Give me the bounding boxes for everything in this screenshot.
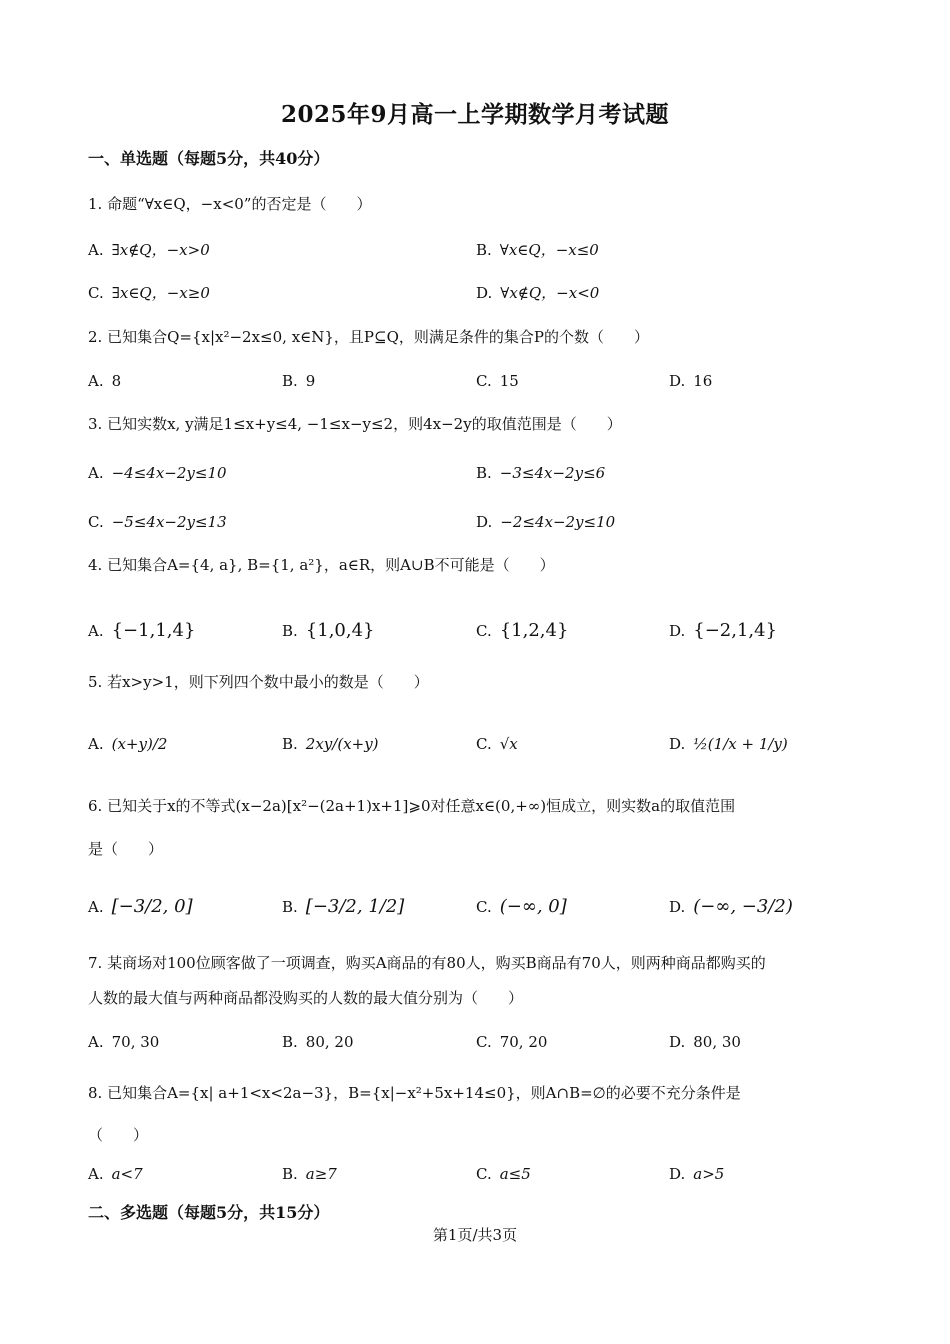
- question-8-option-c: C. a≤5: [476, 1165, 531, 1183]
- question-8-stem: 8. 已知集合A={x| a+1<x<2a−3}，B={x|−x²+5x+14≤0}，则A∩B=∅的必要不充分条件是: [88, 1084, 741, 1102]
- question-2-option-b: B. 9: [282, 372, 316, 390]
- question-6-option-d: D. (−∞, −3/2): [669, 896, 793, 917]
- question-1-option-c: C. ∃x∈Q，−x≥0: [88, 284, 210, 302]
- question-5-option-a: A. (x+y)/2: [88, 735, 168, 753]
- question-1-option-a: A. ∃x∉Q，−x>0: [88, 241, 210, 259]
- section-heading-single-choice: 一、单选题（每题5分，共40分）: [88, 149, 330, 168]
- question-1-option-b: B. ∀x∈Q，−x≤0: [476, 241, 599, 259]
- question-7-stem: 7. 某商场对100位顾客做了一项调查，购买A商品的有80人，购买B商品有70人，则两种商品都购买的: [88, 954, 766, 972]
- question-4-option-c: C. {1,2,4}: [476, 620, 569, 641]
- question-4-option-d: D. {−2,1,4}: [669, 620, 778, 641]
- question-7-option-d: D. 80, 30: [669, 1033, 741, 1051]
- question-7-option-b: B. 80, 20: [282, 1033, 354, 1051]
- question-7-stem-continued: 人数的最大值与两种商品都没购买的人数的最大值分别为（ ）: [88, 989, 524, 1007]
- question-6-option-c: C. (−∞, 0]: [476, 896, 567, 917]
- question-6-option-a: A. [−3/2, 0]: [88, 896, 193, 917]
- question-2-option-a: A. 8: [88, 372, 122, 390]
- question-3-stem: 3. 已知实数x, y满足1≤x+y≤4, −1≤x−y≤2，则4x−2y的取值范围是（ ）: [88, 415, 622, 433]
- question-1-option-d: D. ∀x∉Q，−x<0: [476, 284, 600, 302]
- question-4-option-a: A. {−1,1,4}: [88, 620, 196, 641]
- page-footer: 第1页/共3页: [432, 1226, 518, 1244]
- question-3-option-d: D. −2≤4x−2y≤10: [476, 513, 616, 531]
- question-3-option-a: A. −4≤4x−2y≤10: [88, 464, 227, 482]
- question-1-stem: 1. 命题“∀x∈Q，−x<0”的否定是（ ）: [88, 195, 372, 213]
- question-4-option-b: B. {1,0,4}: [282, 620, 375, 641]
- question-5-option-b: B. 2xy/(x+y): [282, 735, 379, 753]
- question-6-option-b: B. [−3/2, 1/2]: [282, 896, 405, 917]
- section-heading-multiple-choice: 二、多选题（每题5分，共15分）: [88, 1203, 330, 1222]
- question-8-option-a: A. a<7: [88, 1165, 143, 1183]
- page-title: 2025年9月高一上学期数学月考试题: [280, 101, 670, 128]
- question-8-option-b: B. a≥7: [282, 1165, 337, 1183]
- question-8-option-d: D. a>5: [669, 1165, 725, 1183]
- question-5-option-c: C. √x: [476, 735, 518, 753]
- question-2-option-d: D. 16: [669, 372, 713, 390]
- question-2-option-c: C. 15: [476, 372, 519, 390]
- question-6-stem: 6. 已知关于x的不等式(x−2a)[x²−(2a+1)x+1]⩾0对任意x∈(0,+∞)恒成立，则实数a的取值范围: [88, 797, 736, 815]
- question-7-option-a: A. 70, 30: [88, 1033, 160, 1051]
- question-7-option-c: C. 70, 20: [476, 1033, 548, 1051]
- question-5-stem: 5. 若x>y>1，则下列四个数中最小的数是（ ）: [88, 673, 429, 691]
- question-4-stem: 4. 已知集合A={4, a}, B={1, a²}，a∈R，则A∪B不可能是（ ）: [88, 556, 555, 574]
- question-3-option-c: C. −5≤4x−2y≤13: [88, 513, 227, 531]
- question-5-option-d: D. ½(1/x + 1/y): [669, 735, 788, 753]
- question-8-stem-continued: （ ）: [88, 1126, 149, 1144]
- question-2-stem: 2. 已知集合Q={x|x²−2x≤0, x∈N}，且P⊆Q，则满足条件的集合P的个数（ ）: [88, 328, 649, 346]
- question-6-stem-continued: 是（ ）: [88, 840, 164, 858]
- question-3-option-b: B. −3≤4x−2y≤6: [476, 464, 606, 482]
